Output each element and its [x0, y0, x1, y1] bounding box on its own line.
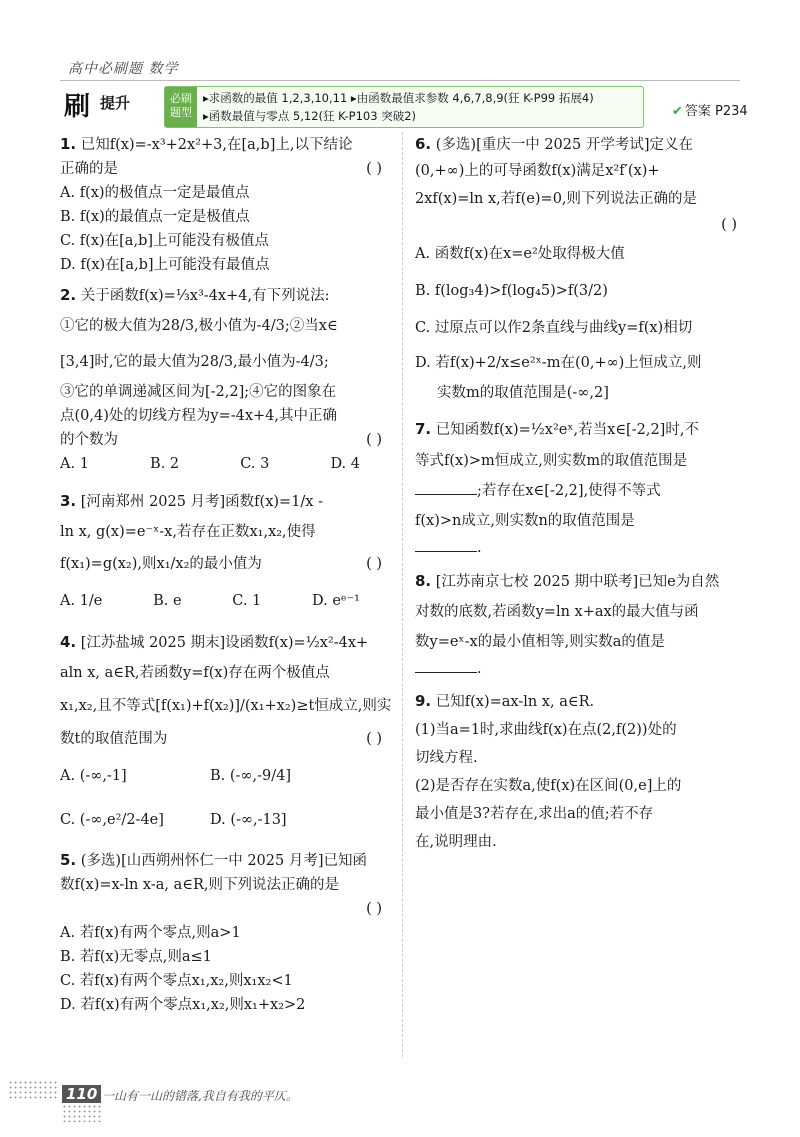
question-text: (0,+∞)上的可导函数f(x)满足x²f′(x)+	[415, 163, 660, 179]
question-text: 最小值是3?若存在,求出a的值;若不存	[415, 806, 654, 822]
question-number: 2.	[60, 286, 77, 304]
question-text: ln x, g(x)=e⁻ˣ-x,若存在正数x₁,x₂,使得	[60, 524, 316, 540]
answer-paren: ( )	[366, 161, 382, 177]
check-icon: ✔	[672, 104, 683, 119]
section-main-char: 刷	[64, 92, 91, 122]
option-d: D. eᵉ⁻¹	[312, 593, 360, 609]
page-header: 高中必刷题 数学	[68, 61, 179, 77]
question-text: 数y=eˣ-x的最小值相等,则实数a的值是	[415, 634, 665, 650]
footer-quote: 一山有一山的错落,我自有我的平仄。	[102, 1089, 298, 1103]
answer-paren: ( )	[366, 556, 382, 572]
option-c: C. 1	[232, 593, 262, 609]
answer-paren: ( )	[721, 217, 737, 233]
option-d: D. 若f(x)有两个零点x₁,x₂,则x₁+x₂>2	[60, 997, 306, 1013]
question-number: 9.	[415, 692, 432, 710]
question-text: 点(0,4)处的切线方程为y=-4x+4,其中正确	[60, 408, 337, 424]
question-3	[60, 486, 390, 621]
question-number: 1.	[60, 135, 77, 153]
right-column	[415, 132, 745, 862]
question-text: 数f(x)=x-ln x-a, a∈R,则下列说法正确的是	[60, 877, 340, 893]
option-a: A. 函数f(x)在x=e²处取得极大值	[415, 246, 625, 262]
answer-page: 答案 P234	[684, 104, 748, 119]
question-text: (2)是否存在实数a,使f(x)在区间(0,e]上的	[415, 778, 682, 794]
question-text: 2xf(x)=ln x,若f(e)=0,则下列说法正确的是	[415, 191, 698, 207]
answer-blank[interactable]	[415, 537, 477, 552]
option-c: C. (-∞,e²/2-4e]	[60, 812, 164, 828]
question-type-line2: ▸函数最值与零点 5,12(狂 K-P103 突破2)	[203, 109, 417, 123]
option-b: B. e	[153, 593, 182, 609]
question-text: 正确的是	[60, 161, 118, 177]
question-text: f(x)>n成立,则实数n的取值范围是	[415, 513, 635, 529]
question-text: ①它的极大值为28/3,极小值为-4/3;②当x∈	[60, 318, 338, 334]
question-4	[60, 627, 390, 842]
question-text: .	[477, 661, 482, 677]
question-5	[60, 848, 390, 1017]
question-type-label: 必刷题型	[165, 87, 197, 127]
option-a: A. (-∞,-1]	[60, 768, 127, 784]
footer-dots-lower	[62, 1104, 102, 1122]
column-divider	[402, 132, 403, 1057]
question-text: [河南郑州 2025 月考]函数f(x)=1/x -	[80, 494, 323, 510]
section-sub: 提升	[100, 94, 131, 112]
question-text: 已知f(x)=-x³+2x²+3,在[a,b]上,以下结论	[80, 137, 353, 153]
option-d: D. f(x)在[a,b]上可能没有最值点	[60, 257, 270, 273]
option-b: B. 2	[150, 456, 180, 472]
answer-blank[interactable]	[415, 480, 477, 495]
section-title	[64, 86, 158, 124]
question-7: 7. 已知函数f(x)=½x²eˣ,若当x∈[-2,2]时,不 等式f(x)>m恒成立,则实数m的取值范围是 ;若存在x∈[-2,2],使得不等式 f(x)>n成立,则实数n的取值范围是 .	[415, 420, 699, 556]
option-d: D. (-∞,-13]	[210, 812, 287, 828]
question-9	[415, 687, 745, 856]
question-text: f(x₁)=g(x₂),则x₁/x₂的最小值为	[60, 556, 262, 572]
question-6	[415, 132, 745, 405]
answer-blank[interactable]	[415, 658, 477, 673]
option-a: A. 1/e	[60, 593, 103, 609]
question-text: [江苏盐城 2025 期末]设函数f(x)=½x²-4x+	[80, 635, 369, 651]
option-c: C. 过原点可以作2条直线与曲线y=f(x)相切	[415, 320, 693, 336]
question-type-line1: ▸求函数的最值 1,2,3,10,11 ▸由函数最值求参数 4,6,7,8,9(狂 K-P99 拓展4)	[203, 91, 594, 105]
question-text: 在,说明理由.	[415, 834, 497, 850]
question-text: [3,4]时,它的最大值为28/3,最小值为-4/3;	[60, 354, 329, 370]
option-b: B. f(x)的最值点一定是极值点	[60, 209, 250, 225]
option-a: A. f(x)的极值点一定是最值点	[60, 185, 250, 201]
option-b: B. f(log₃4)>f(log₄5)>f(3/2)	[415, 283, 608, 299]
option-a: A. 若f(x)有两个零点,则a>1	[60, 925, 241, 941]
answer-reference	[672, 100, 748, 119]
question-number: 4.	[60, 633, 77, 651]
question-text: 等式f(x)>m恒成立,则实数m的取值范围是	[415, 453, 688, 469]
question-number: 7.	[415, 420, 432, 438]
footer-dots	[8, 1080, 58, 1100]
question-text: (多选)[山西朔州怀仁一中 2025 月考]已知函	[80, 853, 367, 869]
question-number: 5.	[60, 851, 77, 869]
option-c: C. f(x)在[a,b]上可能没有极值点	[60, 233, 270, 249]
question-text: 已知f(x)=ax-ln x, a∈R.	[435, 694, 595, 710]
option-b: B. 若f(x)无零点,则a≤1	[60, 949, 212, 965]
question-text: aln x, a∈R,若函数y=f(x)存在两个极值点	[60, 665, 330, 681]
option-d-cont: 实数m的取值范围是(-∞,2]	[437, 385, 609, 401]
question-2	[60, 283, 390, 476]
question-8	[415, 566, 745, 681]
question-text: (1)当a=1时,求曲线f(x)在点(2,f(2))处的	[415, 722, 677, 738]
question-1	[60, 132, 390, 277]
question-text: 数t的取值范围为	[60, 731, 168, 747]
left-column	[60, 132, 390, 1023]
question-text: ③它的单调递减区间为[-2,2];④它的图象在	[60, 384, 337, 400]
option-d: D. 若f(x)+2/x≤e²ˣ-m在(0,+∞)上恒成立,则	[415, 355, 702, 371]
question-number: 6.	[415, 135, 432, 153]
option-c: C. 若f(x)有两个零点x₁,x₂,则x₁x₂<1	[60, 973, 293, 989]
option-b: B. (-∞,-9/4]	[210, 768, 292, 784]
question-text: 已知函数f(x)=½x²eˣ,若当x∈[-2,2]时,不	[435, 422, 699, 438]
question-text: 关于函数f(x)=⅓x³-4x+4,有下列说法:	[80, 288, 330, 304]
question-text: x₁,x₂,且不等式[f(x₁)+f(x₂)]/(x₁+x₂)≥t恒成立,则实	[60, 698, 392, 714]
option-a: A. 1	[60, 456, 89, 472]
question-type-box	[164, 86, 644, 128]
header-rule	[60, 80, 740, 81]
page-number: 110	[62, 1085, 101, 1103]
option-d: D. 4	[330, 456, 360, 472]
answer-paren: ( )	[366, 432, 382, 448]
question-text: 对数的底数,若函数y=ln x+ax的最大值与函	[415, 604, 699, 620]
question-text: [江苏南京七校 2025 期中联考]已知e为自然	[435, 574, 720, 590]
question-text: ;若存在x∈[-2,2],使得不等式	[477, 483, 661, 499]
answer-paren: ( )	[366, 731, 382, 747]
question-text: 切线方程.	[415, 750, 478, 766]
question-text: (多选)[重庆一中 2025 开学考试]定义在	[435, 137, 693, 153]
answer-paren: ( )	[366, 901, 382, 917]
question-number: 3.	[60, 492, 77, 510]
question-number: 8.	[415, 572, 432, 590]
question-text: 的个数为	[60, 432, 118, 448]
option-c: C. 3	[240, 456, 270, 472]
